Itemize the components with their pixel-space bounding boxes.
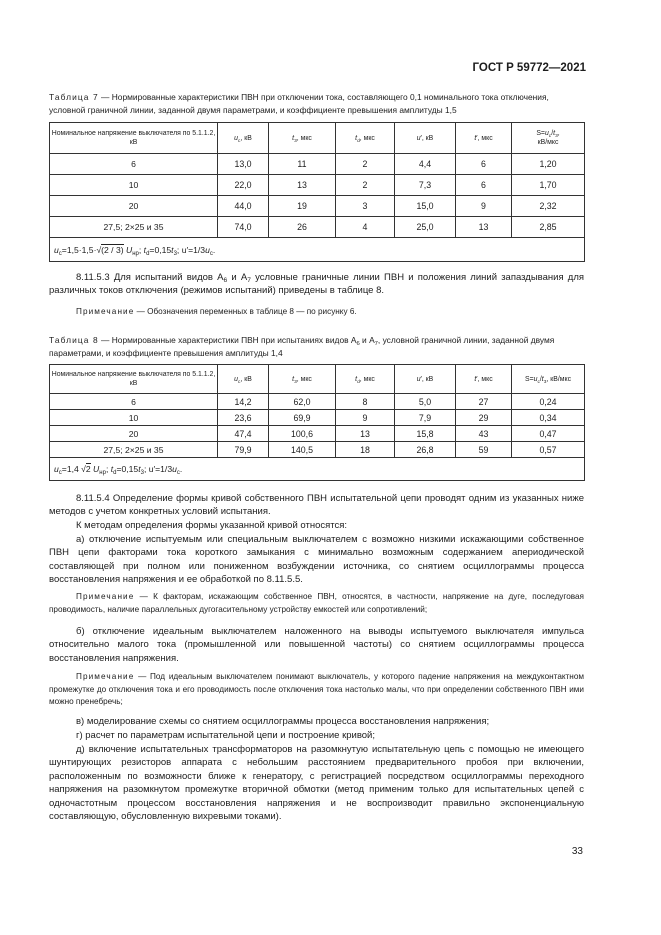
item-v: в) моделирование схемы со снятием осциллограммы процесса восстановления напряжения; xyxy=(76,716,490,727)
table-cell: 9 xyxy=(456,196,512,217)
table8-header-u: u′, кВ xyxy=(395,365,456,394)
note1-label: Примечание xyxy=(76,307,135,316)
table7-header-td: $t_d$, мкс xyxy=(336,123,395,154)
table-cell: 20 xyxy=(50,196,218,217)
table-cell: 6 xyxy=(456,154,512,175)
table8-header-row xyxy=(50,365,585,394)
table-cell: 4 xyxy=(336,217,395,238)
table-cell: 140,5 xyxy=(269,442,336,458)
table7-header-uc: $u_c$, кВ xyxy=(218,123,269,154)
table-cell: 44,0 xyxy=(218,196,269,217)
table7-header-u: u′, кВ xyxy=(395,123,456,154)
table-cell: 6 xyxy=(50,394,218,410)
table-cell: 26 xyxy=(269,217,336,238)
table-cell: 1,20 xyxy=(512,154,585,175)
table-cell: 2,32 xyxy=(512,196,585,217)
table-cell: 0,24 xyxy=(512,394,585,410)
table-cell: 43 xyxy=(456,426,512,442)
note2-text: — К факторам, искажающим собственное ПВН, относятся, в частности, напряжение на дуге, последуговая проводимость, наличие параллельных дугогасительному устройству емкостей или сопротивлений; xyxy=(49,592,584,614)
table-row xyxy=(50,410,585,426)
table-cell: 7,3 xyxy=(395,175,456,196)
note2-label: Примечание xyxy=(76,592,135,601)
table-cell: 0,57 xyxy=(512,442,585,458)
table7-formula: $u_c=1,5\cdot 1,5\cdot√(2 / 3)$ $U_{нр}$; $t_d=0,15t_3$; $u'=1/3u_c$. xyxy=(50,238,585,262)
table-cell: 13 xyxy=(336,426,395,442)
table-row xyxy=(50,442,585,458)
table7-header-voltage: Номинальное напряжение выключателя по 5.1.1.2, кВ xyxy=(50,123,218,154)
table-cell: 23,6 xyxy=(218,410,269,426)
table8-header-td: $t_d$, мкс xyxy=(336,365,395,394)
table-row xyxy=(50,426,585,442)
table-cell: 27,5; 2×25 и 35 xyxy=(50,442,218,458)
table-cell: 62,0 xyxy=(269,394,336,410)
table-row xyxy=(50,196,585,217)
table-cell: 10 xyxy=(50,175,218,196)
table-row xyxy=(50,154,585,175)
para-methods: К методам определения формы указанной кривой относятся: xyxy=(76,520,348,531)
item-a: а) отключение испытуемым или специальным выключателем с возможно низкими искажающими собственное ПВН цепи факторами тока короткого замыкания с минимально возможным содержанием апериодической составляющей при полном или пониженном возбуждении источника, со снятием осциллограммы процесса восстановления напряжения и ее обработкой по 8.11.5.5. xyxy=(49,534,584,586)
table-cell: 14,2 xyxy=(218,394,269,410)
table8-header-uc: $u_c$, кВ xyxy=(218,365,269,394)
table-cell: 69,9 xyxy=(269,410,336,426)
table-cell: 19 xyxy=(269,196,336,217)
table-cell: 7,9 xyxy=(395,410,456,426)
table-cell: 25,0 xyxy=(395,217,456,238)
table-cell: 10 xyxy=(50,410,218,426)
table-cell: 13 xyxy=(456,217,512,238)
table-cell: 15,0 xyxy=(395,196,456,217)
table-cell: 27,5; 2×25 и 35 xyxy=(50,217,218,238)
table-cell: 2 xyxy=(336,175,395,196)
table-cell: 13 xyxy=(269,175,336,196)
table-cell: 27 xyxy=(456,394,512,410)
table7-header-t3: $t_3$, мкс xyxy=(269,123,336,154)
table8-formula: $u_c=1,4$ √2 $U_{нр}$; $t_d=0,15t_3$; $u'=1/3u_c$. xyxy=(50,458,585,481)
table8-header-t3: $t_3$, мкс xyxy=(269,365,336,394)
table-cell: 22,0 xyxy=(218,175,269,196)
table8-header-t: t′, мкс xyxy=(456,365,512,394)
para-8-11-5-3: 8.11.5.3 Для испытаний видов $A_6$ и $A_7$ условные граничные линии ПВН и положения линий запаздывания для различных токов отключения (режимов испытаний) приведены в таблице 8. xyxy=(49,272,585,297)
table-cell: 79,9 xyxy=(218,442,269,458)
table-cell: 4,4 xyxy=(395,154,456,175)
note3 xyxy=(49,671,584,709)
note1-text: — Обозначения переменных в таблице 8 — по рисунку 6. xyxy=(134,307,357,316)
table-cell: 74,0 xyxy=(218,217,269,238)
table-cell: 3 xyxy=(336,196,395,217)
table-cell: 0,34 xyxy=(512,410,585,426)
table8-caption: Таблица 8 — Нормированные характеристики ПВН при испытаниях видов $A_6$ и $A_7$, условной граничной линии, заданной двумя параметрами, и коэффициенте превышения амплитуды 1,4 xyxy=(49,335,555,358)
table-cell: 20 xyxy=(50,426,218,442)
table7-header-row xyxy=(50,123,585,154)
table-cell: 9 xyxy=(336,410,395,426)
table-cell: 100,6 xyxy=(269,426,336,442)
note1 xyxy=(49,306,584,319)
table-cell: 5,0 xyxy=(395,394,456,410)
table-cell: 47,4 xyxy=(218,426,269,442)
table-cell: 15,8 xyxy=(395,426,456,442)
table8-formula-row xyxy=(50,458,585,481)
note2 xyxy=(49,591,584,616)
table8-header-voltage: Номинальное напряжение выключателя по 5.1.1.2, кВ xyxy=(50,365,218,394)
table-cell: 6 xyxy=(456,175,512,196)
standard-number: ГОСТ Р 59772—2021 xyxy=(472,62,586,74)
table-cell: 1,70 xyxy=(512,175,585,196)
table7 xyxy=(49,122,585,262)
page-number: 33 xyxy=(571,846,583,857)
table-cell: 59 xyxy=(456,442,512,458)
table7-label: Таблица 7 xyxy=(49,92,99,102)
table8-label: Таблица 8 xyxy=(49,335,99,345)
table-cell: 26,8 xyxy=(395,442,456,458)
table7-caption-text: — Нормированные характеристики ПВН при отключении тока, составляющего 0,1 номинального тока отключения, условной граничной линии, заданной двумя параметрами, и коэффициенте превышения амплитуды 1,5 xyxy=(49,92,549,115)
item-d: д) включение испытательных трансформаторов на разомкнутую испытательную цепь с помощью не имеющего шунтирующих резисторов аппарата с небольшим расстоянием предварительного пробоя при включении, расположенным по возможности ближе к генератору, с регистрацией посредством осциллограммы переходного напряжения на разомкнутом промежутке вторичной обмотки (метод применим только для испытательных цепей с одночастотным процессом восстановления напряжения и не воспроизводит правильно экспоненциальную составляющую, обусловленную вихревыми токами). xyxy=(49,744,584,823)
item-g: г) расчет по параметрам испытательной цепи и построение кривой; xyxy=(76,730,375,741)
table7-formula-row xyxy=(50,238,585,262)
para-8-11-5-4: 8.11.5.4 Определение формы кривой собственного ПВН испытательной цепи проводят одним из указанных ниже методов с учетом конкретных условий испытания. xyxy=(49,493,584,518)
table8-header-s: $S=u_c/t_3$, кВ/мкс xyxy=(512,365,585,394)
table-cell: 29 xyxy=(456,410,512,426)
table-cell: 8 xyxy=(336,394,395,410)
table7-header-t: t′, мкс xyxy=(456,123,512,154)
note3-text: — Под идеальным выключателем понимают выключатель, у которого падение напряжения на междуконтактном промежутке до отключения тока и его проводимость после отключения тока настолько малы, что при определении собственного ПВН ими можно пренебречь; xyxy=(49,672,584,707)
item-b: б) отключение идеальным выключателем наложенного на выводы испытуемого выключателя импульса относительно малого тока (промышленной или повышенной частоты) со снятием осциллограммы процесса восстановления напряжения. xyxy=(49,626,584,664)
table-cell: 18 xyxy=(336,442,395,458)
table-cell: 2 xyxy=(336,154,395,175)
table7-caption xyxy=(49,91,584,117)
table7-header-s: $S=u_c/t_3$, кВ/мкс xyxy=(512,123,585,154)
table-cell: 6 xyxy=(50,154,218,175)
table-cell: 2,85 xyxy=(512,217,585,238)
table8 xyxy=(49,364,585,481)
table-row xyxy=(50,175,585,196)
table-row xyxy=(50,217,585,238)
table-cell: 13,0 xyxy=(218,154,269,175)
table-cell: 0,47 xyxy=(512,426,585,442)
table-cell: 11 xyxy=(269,154,336,175)
note3-label: Примечание xyxy=(76,672,135,681)
table-row xyxy=(50,394,585,410)
